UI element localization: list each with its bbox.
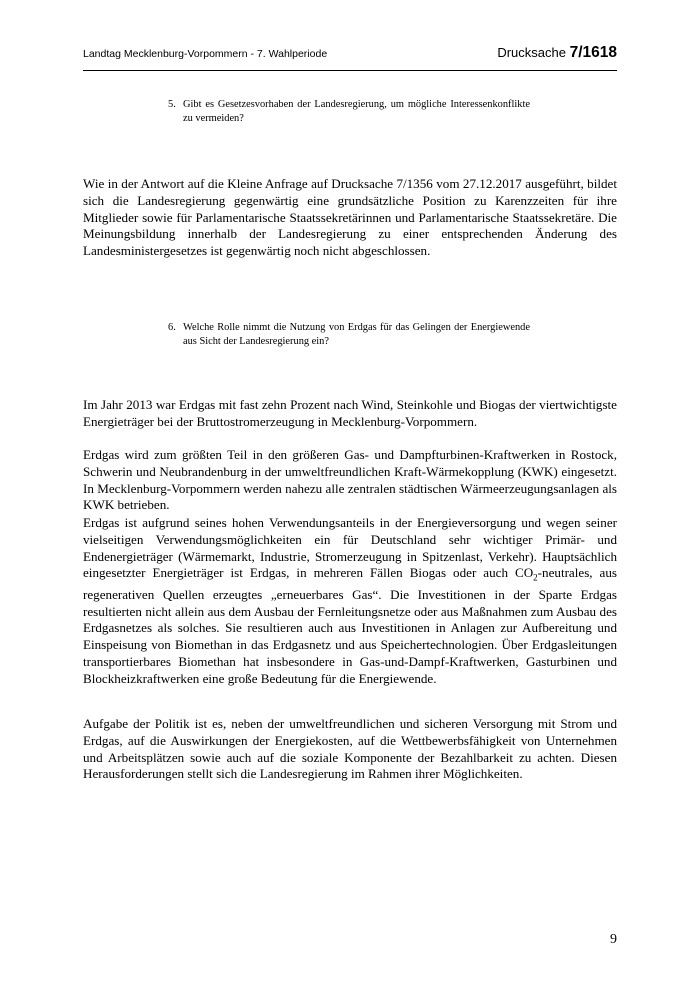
document-number xyxy=(497,44,617,62)
page-number: 9 xyxy=(610,932,617,947)
document-number-value: 7/1618 xyxy=(569,44,617,61)
paragraph-3-part-1: Erdgas ist aufgrund seines hohen Verwendungsanteils in der Energieversorgung und wegen seiner vielseitigen Verwendungsmöglichkeiten ein für Deutschland sehr wichtiger Primär- und Endenergieträger (Wärmemarkt, Industrie, Stromerzeugung in Spitzenlast, Verkehr). Hauptsächlich eingesetzter Energieträger ist Erdgas, in mehreren Fällen Biogas oder auch CO xyxy=(83,515,617,581)
answer-6-paragraph-4: Aufgabe der Politik ist es, neben der umweltfreundlichen und sicheren Versorgung mit Strom und Erdgas, auf die Auswirkungen der Energiekosten, auf die Wettbewerbsfähigkeit von Unternehmen und Arbeitsplätzen sowie auch auf die soziale Komponente der Bezahlbarkeit zu achten. Diesen Herausforderungen stellt sich die Landesregierung im Rahmen ihrer Möglichkeiten. xyxy=(83,716,617,782)
question-text: Gibt es Gesetzesvorhaben der Landesregierung, um mögliche Interessenkonflikte zu vermeiden? xyxy=(183,99,530,124)
question-text: Welche Rolle nimmt die Nutzung von Erdgas für das Gelingen der Energiewende aus Sicht der Landesregierung ein? xyxy=(183,322,530,347)
answer-6-paragraph-3 xyxy=(83,515,617,688)
document-label: Drucksache xyxy=(497,45,566,60)
answer-5-paragraph: Wie in der Antwort auf die Kleine Anfrage auf Drucksache 7/1356 vom 27.12.2017 ausgeführt, bildet sich die Landesregierung gegenwärtig eine grundsätzliche Position zu Karenzzeiten für ihre Mitglieder sowie für Parlamentarische Staatssekretärinnen und Parlamentarische Staatssekretäre. Die Meinungsbildung innerhalb der Landesregierung zu einer entsprechenden Änderung des Landesministergesetzes ist gegenwärtig noch nicht abgeschlossen. xyxy=(83,176,617,259)
question-number: 5. xyxy=(168,99,176,110)
paragraph-3-part-2: -neutrales, aus regenerativen Quellen erzeugtes „erneuerbares Gas“. Die Investitionen in der Sparte Erdgas resultierten nicht allein aus dem Ausbau der Fernleitungsnetze oder aus Maßnahmen zum Ausbau des Erdgasnetzes als solches. Sie resultieren auch aus Investitionen in Anlagen zur Aufbereitung und Einspeisung von Biomethan in das Erdgasnetz und aus Speichertechnologien. Über Erdgasleitungen transportierbares Biomethan hat insbesondere in Gas-und-Dampf-Kraftwerken, Gasturbinen und Blockheizkraftwerken eine große Bedeutung für die Energiewende. xyxy=(83,565,617,686)
question-number: 6. xyxy=(168,322,176,333)
co2-subscript: 2 xyxy=(533,573,538,583)
answer-6-paragraph-1: Im Jahr 2013 war Erdgas mit fast zehn Prozent nach Wind, Steinkohle und Biogas der viertwichtigste Energieträger bei der Bruttostromerzeugung in Mecklenburg-Vorpommern. xyxy=(83,397,617,429)
question-6 xyxy=(168,321,530,348)
answer-6-paragraph-2: Erdgas wird zum größten Teil in den größeren Gas- und Dampfturbinen-Kraftwerken in Rostock, Schwerin und Neubrandenburg in der umweltfreundlichen Kraft-Wärmekopplung (KWK) eingesetzt. In Mecklenburg-Vorpommern werden nahezu alle zentralen städtischen Wärmeerzeugungsanlagen als KWK betrieben. xyxy=(83,447,617,513)
parliament-title: Landtag Mecklenburg-Vorpommern - 7. Wahlperiode xyxy=(83,48,328,60)
question-5 xyxy=(168,98,530,125)
page-header xyxy=(83,42,617,71)
